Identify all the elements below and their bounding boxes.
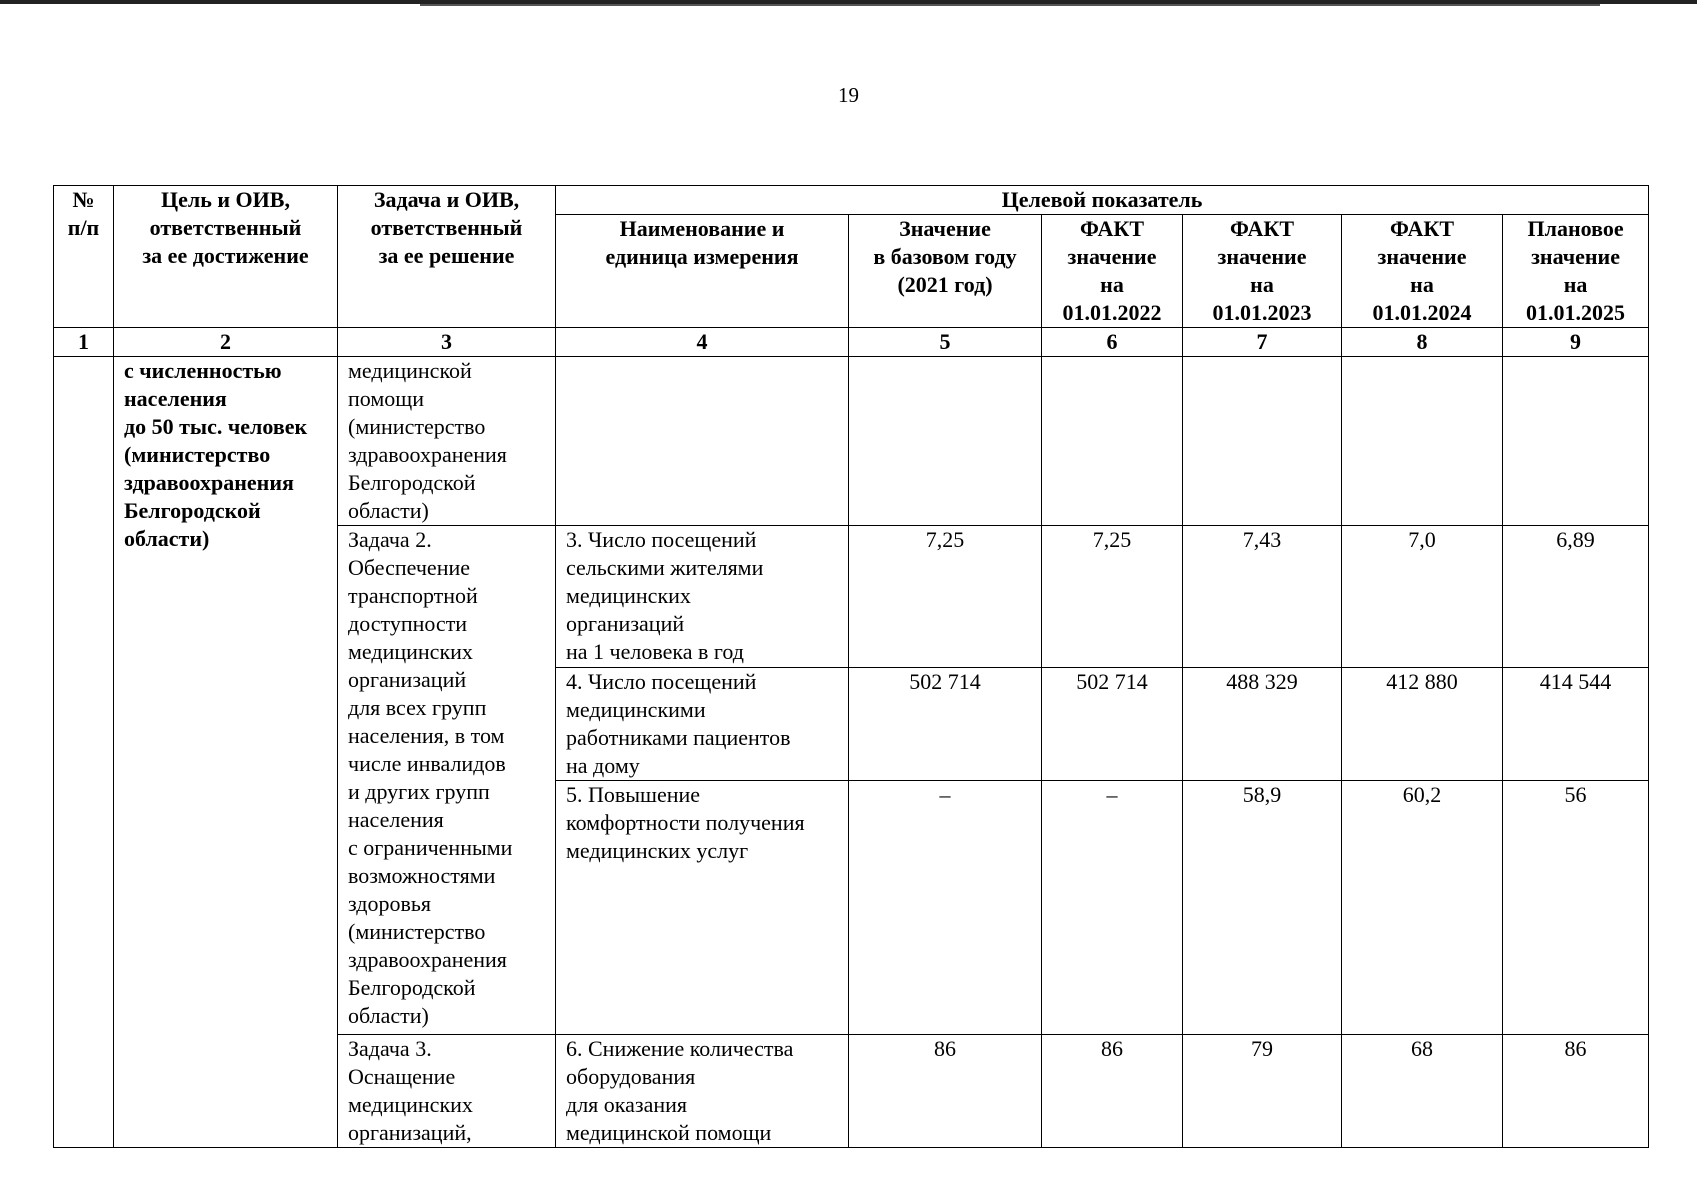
column-number: 6	[1042, 328, 1183, 357]
column-number: 1	[54, 328, 114, 357]
base-value: 86	[849, 1035, 1042, 1148]
header-target-indicator: Целевой показатель	[556, 186, 1649, 215]
task-cell: Задача 3. Оснащение медицинских организаций,	[338, 1035, 556, 1148]
column-number: 9	[1503, 328, 1649, 357]
fact-2024-value: 68	[1342, 1035, 1503, 1148]
plan-2025-value: 414 544	[1503, 668, 1649, 781]
header-num: № п/п	[54, 186, 114, 328]
num-cell	[54, 357, 114, 1148]
fact-2024-value: 7,0	[1342, 526, 1503, 668]
empty-cell	[849, 357, 1042, 526]
column-number: 2	[114, 328, 338, 357]
header-fact-2024: ФАКТ значение на 01.01.2024	[1342, 215, 1503, 328]
column-number: 3	[338, 328, 556, 357]
column-number-row	[54, 328, 1649, 357]
indicator-name: 4. Число посещений медицинскими работниками пациентов на дому	[556, 668, 849, 781]
header-task: Задача и ОИВ, ответственный за ее решение	[338, 186, 556, 328]
fact-2023-value: 79	[1183, 1035, 1342, 1148]
header-base-value: Значение в базовом году (2021 год)	[849, 215, 1042, 328]
plan-2025-value: 86	[1503, 1035, 1649, 1148]
header-indicator-name: Наименование и единица измерения	[556, 215, 849, 328]
task-cell: Задача 2. Обеспечение транспортной доступности медицинских организаций для всех групп населения, в том числе инвалидов и других групп населения с ограниченными возможностями здоровья (министерство здравоохранения Белгородской области)	[338, 526, 556, 1035]
empty-cell	[1183, 357, 1342, 526]
header-plan-2025: Плановое значение на 01.01.2025	[1503, 215, 1649, 328]
table-row	[54, 357, 1649, 526]
empty-cell	[1503, 357, 1649, 526]
indicator-name: 6. Снижение количества оборудования для оказания медицинской помощи	[556, 1035, 849, 1148]
fact-2023-value: 7,43	[1183, 526, 1342, 668]
target-indicators-table	[53, 185, 1649, 1148]
plan-2025-value: 56	[1503, 781, 1649, 1035]
fact-2022-value: 86	[1042, 1035, 1183, 1148]
fact-2023-value: 58,9	[1183, 781, 1342, 1035]
base-value: –	[849, 781, 1042, 1035]
column-number: 7	[1183, 328, 1342, 357]
header-fact-2023: ФАКТ значение на 01.01.2023	[1183, 215, 1342, 328]
empty-cell	[556, 357, 849, 526]
header-goal: Цель и ОИВ, ответственный за ее достижение	[114, 186, 338, 328]
empty-cell	[1342, 357, 1503, 526]
plan-2025-value: 6,89	[1503, 526, 1649, 668]
fact-2024-value: 412 880	[1342, 668, 1503, 781]
empty-cell	[1042, 357, 1183, 526]
goal-cell: с численностью населения до 50 тыс. человек (министерство здравоохранения Белгородской области)	[114, 357, 338, 1148]
fact-2022-value: –	[1042, 781, 1183, 1035]
column-number: 8	[1342, 328, 1503, 357]
base-value: 502 714	[849, 668, 1042, 781]
page-number: 19	[838, 83, 859, 107]
fact-2022-value: 502 714	[1042, 668, 1183, 781]
header-fact-2022: ФАКТ значение на 01.01.2022	[1042, 215, 1183, 328]
indicator-name: 5. Повышение комфортности получения медицинских услуг	[556, 781, 849, 1035]
fact-2024-value: 60,2	[1342, 781, 1503, 1035]
fact-2022-value: 7,25	[1042, 526, 1183, 668]
scan-top-edge-shadow	[420, 4, 1600, 6]
task-cell: медицинской помощи (министерство здравоохранения Белгородской области)	[338, 357, 556, 526]
base-value: 7,25	[849, 526, 1042, 668]
fact-2023-value: 488 329	[1183, 668, 1342, 781]
column-number: 5	[849, 328, 1042, 357]
indicator-name: 3. Число посещений сельскими жителями медицинских организаций на 1 человека в год	[556, 526, 849, 668]
column-number: 4	[556, 328, 849, 357]
